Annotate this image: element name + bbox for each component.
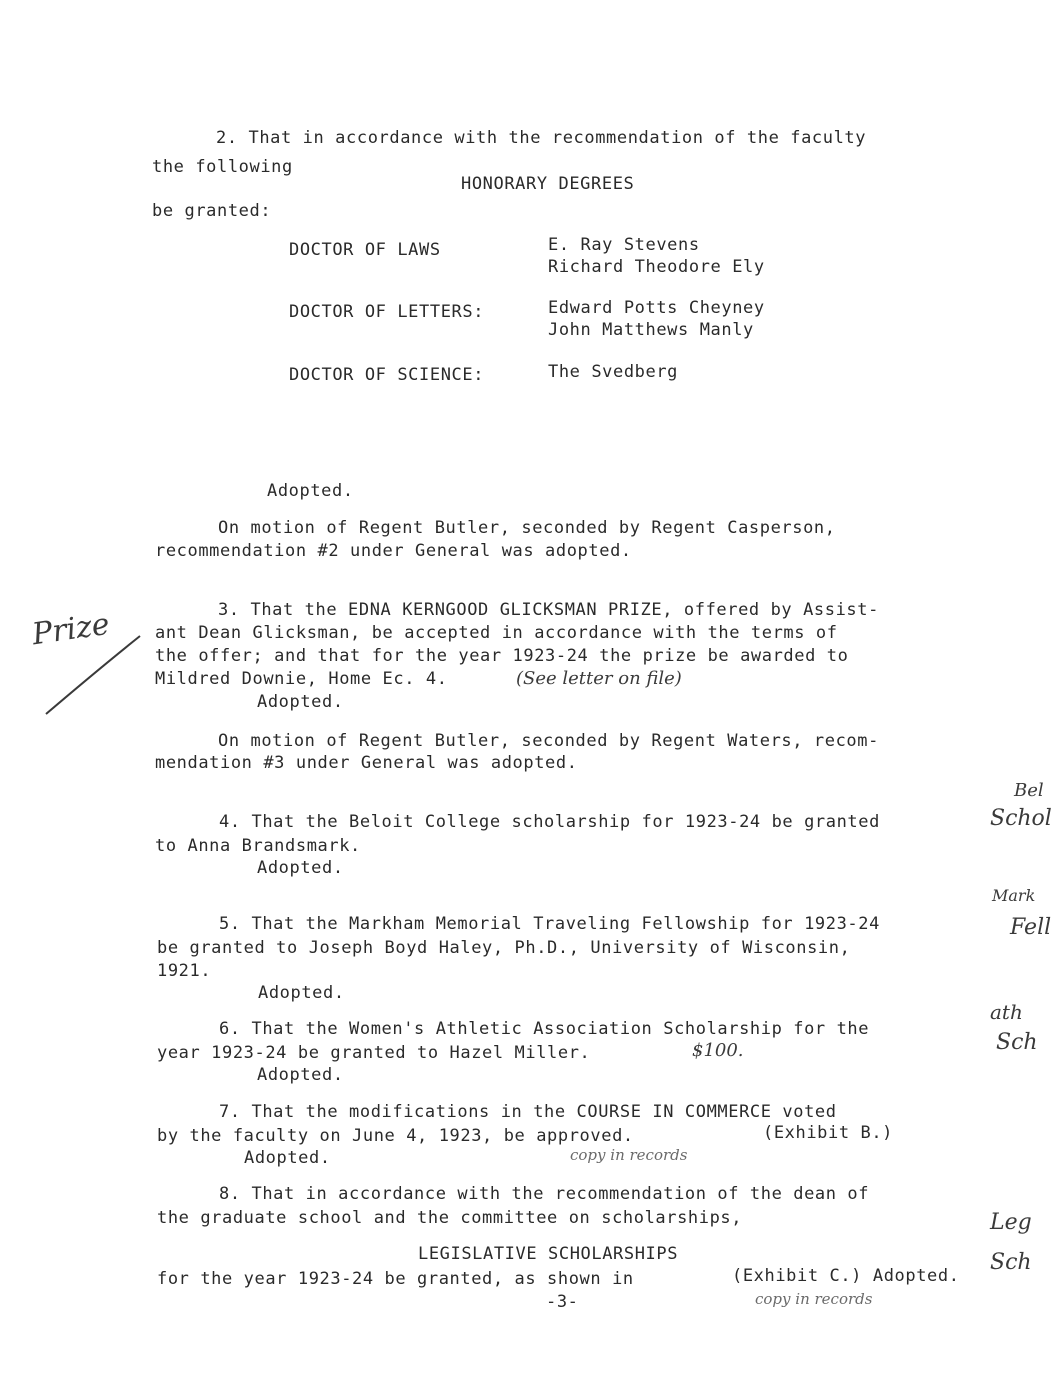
- p2-line1: 2. That in accordance with the recommendation of the faculty: [216, 128, 867, 148]
- exhibit-ref: (Exhibit C.) Adopted.: [732, 1266, 960, 1286]
- motion2-line2: recommendation #2 under General was adopted.: [155, 541, 632, 561]
- p5-line2: be granted to Joseph Boyd Haley, Ph.D., University of Wisconsin,: [157, 938, 851, 958]
- adopted-label: Adopted.: [257, 1065, 344, 1085]
- p2-line3: be granted:: [152, 201, 272, 221]
- degree-name: E. Ray Stevens: [548, 235, 700, 255]
- exhibit-ref: (Exhibit B.): [763, 1123, 894, 1143]
- adopted-label: Adopted.: [267, 481, 354, 501]
- degree-title: DOCTOR OF LETTERS:: [289, 302, 485, 322]
- p8-line1: 8. That in accordance with the recommendation of the dean of: [219, 1184, 870, 1204]
- degree-name: The Svedberg: [548, 362, 679, 382]
- margin-note: Leg: [990, 1210, 1032, 1235]
- p5-line3: 1921.: [157, 961, 212, 981]
- margin-note: Schol: [990, 806, 1052, 831]
- honorary-degrees-heading: HONORARY DEGREES: [461, 174, 635, 194]
- p4-line2: to Anna Brandsmark.: [155, 836, 361, 856]
- p4-line1: 4. That the Beloit College scholarship for 1923-24 be granted: [219, 812, 880, 832]
- adopted-label: Adopted.: [244, 1148, 331, 1168]
- p2-line2: the following: [152, 157, 293, 177]
- p5-line1: 5. That the Markham Memorial Traveling Fellowship for 1923-24: [219, 914, 880, 934]
- page-number: -3-: [546, 1292, 579, 1312]
- adopted-label: Adopted.: [258, 983, 345, 1003]
- adopted-label: Adopted.: [257, 692, 344, 712]
- p7-line1: 7. That the modifications in the COURSE IN COMMERCE voted: [219, 1102, 837, 1122]
- margin-note: Mark: [992, 886, 1036, 905]
- margin-pen-stroke: [40, 630, 150, 720]
- adopted-label: Adopted.: [257, 858, 344, 878]
- p8-line3: for the year 1923-24 be granted, as shown in: [157, 1269, 634, 1289]
- margin-note: Sch: [990, 1250, 1032, 1275]
- margin-note: Bel: [1014, 780, 1044, 801]
- handwritten-note: (See letter on file): [516, 668, 682, 689]
- degree-title: DOCTOR OF LAWS: [289, 240, 441, 260]
- handwritten-amount: $100.: [692, 1040, 744, 1061]
- margin-note: ath: [990, 1000, 1023, 1024]
- p3-line3: the offer; and that for the year 1923-24 the prize be awarded to: [155, 646, 849, 666]
- margin-note-prize: Prize: [29, 606, 112, 653]
- legislative-scholarships-heading: LEGISLATIVE SCHOLARSHIPS: [418, 1244, 679, 1264]
- p7-line2: by the faculty on June 4, 1923, be approved.: [157, 1126, 634, 1146]
- degree-title: DOCTOR OF SCIENCE:: [289, 365, 485, 385]
- margin-note: Sch: [996, 1030, 1038, 1055]
- margin-note: Fell: [1010, 915, 1052, 940]
- p3-line1: 3. That the EDNA KERNGOOD GLICKSMAN PRIZE, offered by Assist-: [218, 600, 879, 620]
- p6-line1: 6. That the Women's Athletic Association Scholarship for the: [219, 1019, 870, 1039]
- degree-name: John Matthews Manly: [548, 320, 754, 340]
- degree-name: Richard Theodore Ely: [548, 257, 765, 277]
- motion3-line2: mendation #3 under General was adopted.: [155, 753, 578, 773]
- degree-name: Edward Potts Cheyney: [548, 298, 765, 318]
- p3-line2: ant Dean Glicksman, be accepted in accordance with the terms of: [155, 623, 838, 643]
- motion2-line1: On motion of Regent Butler, seconded by Regent Casperson,: [218, 518, 836, 538]
- handwritten-note: copy in records: [570, 1146, 688, 1164]
- p8-line2: the graduate school and the committee on scholarships,: [157, 1208, 743, 1228]
- p3-line4: Mildred Downie, Home Ec. 4.: [155, 669, 448, 689]
- handwritten-note: copy in records: [755, 1290, 873, 1308]
- motion3-line1: On motion of Regent Butler, seconded by Regent Waters, recom-: [218, 731, 879, 751]
- p6-line2: year 1923-24 be granted to Hazel Miller.: [157, 1043, 591, 1063]
